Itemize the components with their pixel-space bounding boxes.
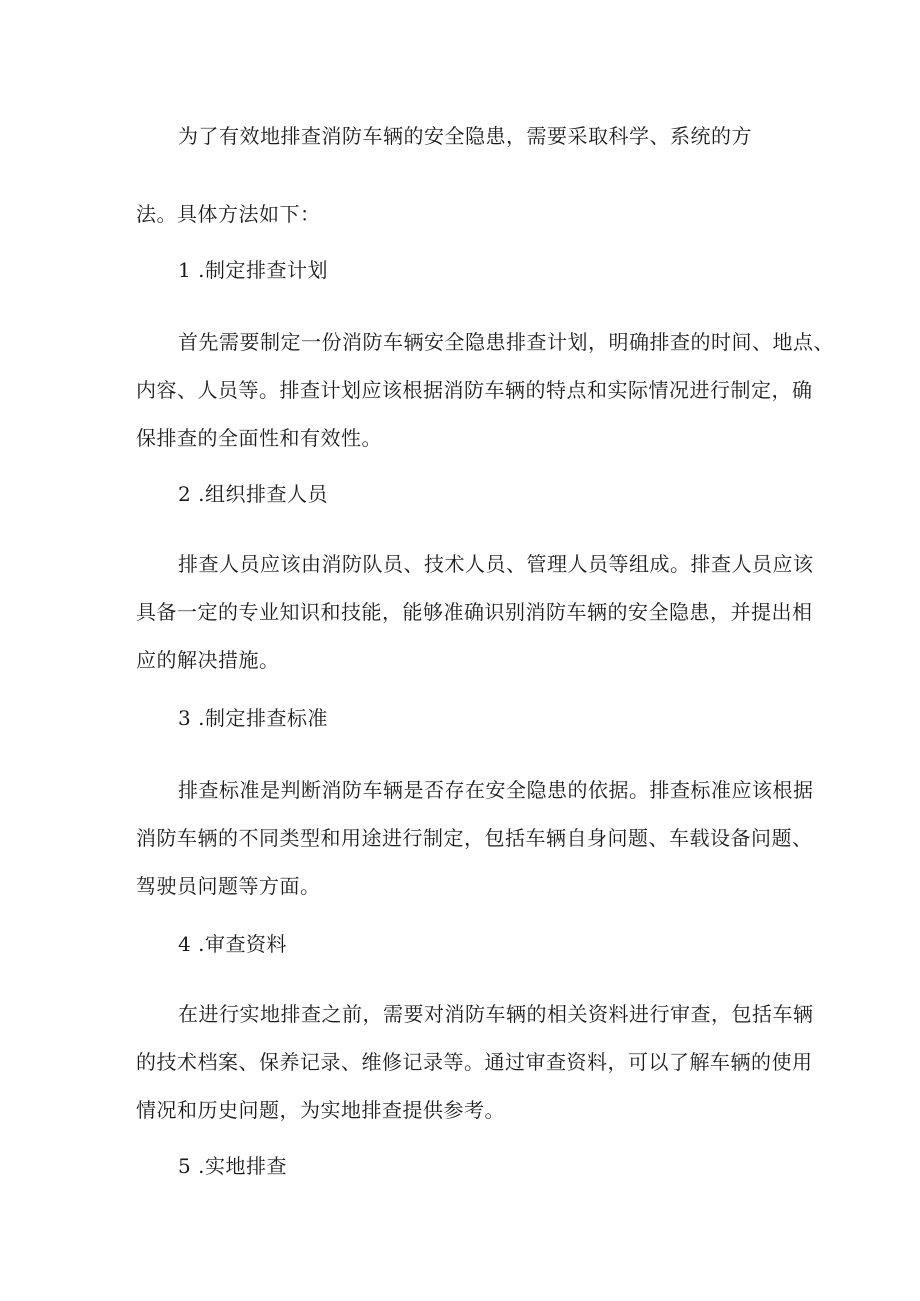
section-4-line-1: 在进行实地排查之前，需要对消防车辆的相关资料进行审查，包括车辆 [178, 1002, 814, 1026]
section-1-heading: 1 .制定排查计划 [178, 258, 328, 282]
section-5-heading: 5 .实地排查 [178, 1154, 287, 1178]
section-2-heading: 2 .组织排查人员 [178, 482, 328, 506]
section-3-line-3: 驾驶员问题等方面。 [136, 874, 321, 898]
section-2-line-3: 应的解决措施。 [136, 648, 280, 672]
intro-line-2: 法。具体方法如下： [136, 202, 321, 226]
section-4-line-2: 的技术档案、保养记录、维修记录等。通过审查资料，可以了解车辆的使用 [136, 1050, 813, 1074]
section-4-line-3: 情况和历史问题，为实地排查提供参考。 [136, 1098, 505, 1122]
intro-line-1: 为了有效地排查消防车辆的安全隐患，需要采取科学、系统的方 [178, 124, 752, 148]
section-1-line-1: 首先需要制定一份消防车辆安全隐患排查计划，明确排查的时间、地点、 [178, 330, 834, 354]
section-1-line-2: 内容、人员等。排查计划应该根据消防车辆的特点和实际情况进行制定，确 [136, 378, 813, 402]
section-2-line-2: 具备一定的专业知识和技能，能够准确识别消防车辆的安全隐患，并提出相 [136, 600, 813, 624]
section-3-line-1: 排查标准是判断消防车辆是否存在安全隐患的依据。排查标准应该根据 [178, 778, 814, 802]
section-3-line-2: 消防车辆的不同类型和用途进行制定，包括车辆自身问题、车载设备问题、 [136, 826, 813, 850]
section-4-heading: 4 .审查资料 [178, 932, 287, 956]
section-3-heading: 3 .制定排查标准 [178, 706, 328, 730]
section-2-line-1: 排查人员应该由消防队员、技术人员、管理人员等组成。排查人员应该 [178, 552, 814, 576]
section-1-line-3: 保排查的全面性和有效性。 [136, 426, 382, 450]
